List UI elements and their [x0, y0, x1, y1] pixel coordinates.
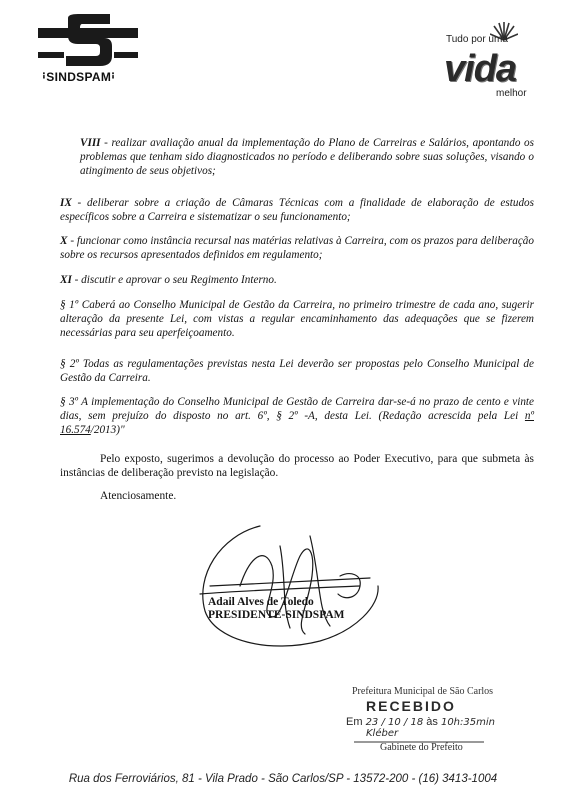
item-x [60, 234, 534, 262]
paragraph-3-end: /2013)" [90, 424, 125, 436]
sindspam-logo [38, 14, 138, 84]
logo-tagline: Tudo por uma [446, 34, 508, 45]
law-reference-link[interactable]: nº 16.574 [60, 410, 534, 436]
item-number: XI [60, 274, 72, 286]
stamp-header: Prefeitura Municipal de São Carlos [352, 686, 494, 697]
item-number: VIII [80, 137, 101, 149]
closing-paragraph: Pelo exposto, sugerimos a devolução do processo ao Poder Executivo, para que submeta às instâncias de deliberação previsto na legislação. [60, 453, 534, 479]
paragraph-2: § 2º Todas as regulamentações previstas nesta Lei deverão ser propostas pelo Conselho Municipal de Gestão da Carreira. [60, 358, 534, 384]
stamp-as-label: às [426, 716, 438, 728]
closing-salutation: Atenciosamente. [100, 490, 177, 502]
signer-name: Adail Alves de Toledo [208, 596, 314, 608]
paragraph-3 [60, 395, 534, 437]
item-number: X [60, 235, 68, 247]
tudo-por-uma-vida-logo [432, 18, 544, 98]
signer-block [208, 596, 345, 622]
person-glyph-icon: ꜟ [111, 70, 116, 84]
signer-role: PRESIDENTE-SINDSPAM [208, 609, 345, 621]
paragraph-3-text: § 3º A implementação do Conselho Municipal de Gestão de Carreira dar-se-á no prazo de cento e vinte dias, sem prejuízo do disposto no art. 6º, § 2º -A, desta Lei. (Redação acrescida pela Lei [60, 396, 534, 422]
item-text: - realizar avaliação anual da implementação do Plano de Carreiras e Salários, apontando os problemas que tenham sido diagnosticados no período e deliberando sobre suas soluções, visando o atingimento de seus objetivos; [80, 137, 534, 177]
item-xi [60, 273, 534, 287]
item-ix [60, 196, 534, 224]
person-glyph-icon: ꜟ [42, 70, 47, 84]
received-stamp [340, 686, 530, 756]
stamp-time: 10h:35min [440, 717, 495, 728]
sindspam-emblem-icon [38, 14, 138, 66]
stamp-em-label: Em [346, 716, 363, 728]
stamp-title: RECEBIDO [366, 698, 456, 714]
stamp-date: 23 / 10 / 18 [365, 717, 424, 728]
handwritten-signature-icon [190, 516, 390, 656]
item-number: IX [60, 197, 72, 209]
stamp-initials: Kléber [366, 728, 399, 739]
item-text: - discutir e aprovar o seu Regimento Interno. [71, 274, 277, 286]
item-text: - funcionar como instância recursal nas matérias relativas à Carreira, com os prazos para deliberação sobre os recursos apresentados definidos em regulamento; [60, 235, 534, 261]
stamp-footer: Gabinete do Prefeito [380, 742, 463, 753]
item-text: - deliberar sobre a criação de Câmaras Técnicas com a finalidade de elaboração de estudos específicos sobre a Carreira e sistematizar o seu funcionamento; [60, 197, 534, 223]
sindspam-logo-text: ꜟSINDSPAMꜟ [42, 70, 116, 84]
item-viii [60, 136, 534, 178]
page-footer-address: Rua dos Ferroviários, 81 - Vila Prado - São Carlos/SP - 13572-200 - (16) 3413-1004 [68, 773, 498, 785]
paragraph-1: § 1º Caberá ao Conselho Municipal de Gestão da Carreira, no primeiro trimestre de cada ano, sugerir alteração da presente Lei, com vistas a regular encaminhamento das adequações que se fizerem necessárias para seu aperfeiçoamento. [60, 299, 534, 339]
logo-subword: melhor [496, 88, 527, 99]
stamp-date-line [346, 716, 495, 728]
logo-word: vida [444, 48, 517, 90]
